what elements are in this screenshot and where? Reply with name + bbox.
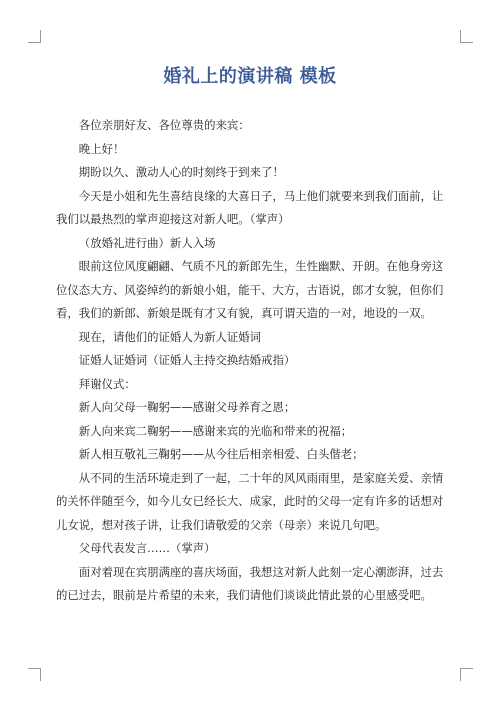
paragraph-parents-speech: 父母代表发言……（掌声） bbox=[78, 541, 216, 555]
paragraph-bow-guests: 新人向来宾二鞠躬——感谢来宾的光临和带来的祝福； bbox=[78, 423, 353, 438]
corner-mark-bottom-right bbox=[460, 668, 473, 681]
paragraph-couple-feelings: 面对着现在宾朋满座的喜庆场面，我想这对新人此刻一定心潮澎湃，过去的已过去，眼前是片希望的未来，我们请他们谈谈此情此景的心里感受吧。 bbox=[56, 564, 444, 602]
paragraph-officiant-intro: 现在，请他们的证婚人为新人证婚词 bbox=[78, 329, 262, 344]
paragraph-bow-each-other: 新人相互敬礼三鞠躬——从今往后相亲相爱、白头偕老； bbox=[78, 447, 364, 461]
paragraph-introduce-couple: 眼前这位风度翩翩、气质不凡的新郎先生，生性幽默、开朗。在他身旁这位仪态大方、风姿绰约的新娘小姐，能干、大方，古语说，郎才女貌，但你们看，我们的新郎、新娘是既有才又有貌，真可谓天造的一对，地设的一双。 bbox=[56, 259, 444, 320]
paragraph-entrance: （放婚礼进行曲）新人入场 bbox=[78, 235, 216, 250]
paragraph-bow-parents: 新人向父母一鞠躬——感谢父母养育之恩； bbox=[78, 400, 296, 414]
paragraph-greeting: 各位亲朋好友、各位尊贵的来宾： bbox=[78, 118, 250, 132]
corner-mark-top-left bbox=[28, 30, 41, 43]
paragraph-parents-words: 从不同的生活环境走到了一起，二十年的风风雨雨里，是家庭关爱、亲情的关怀伴随至今，如今儿女已经长大、成家，此时的父母一定有许多的话想对儿女说，想对孩子讲，让我们请敬爱的父亲（母亲）来说几句吧。 bbox=[56, 470, 444, 532]
document-title: 婚礼上的演讲稿 模板 bbox=[163, 66, 337, 87]
paragraph-welcome-couple: 今天是小姐和先生喜结良缘的大喜日子，马上他们就要来到我们面前，让我们以最热烈的掌声迎接这对新人吧。（掌声） bbox=[56, 188, 444, 226]
paragraph-moment-arrived: 期盼以久、激动人心的时刻终于到来了！ bbox=[78, 165, 284, 179]
paragraph-bowing-ceremony: 拜谢仪式： bbox=[78, 376, 136, 391]
paragraph-good-evening: 晚上好！ bbox=[78, 141, 125, 156]
paragraph-officiant-speech: 证婚人证婚词（证婚人主持交换结婚戒指） bbox=[78, 353, 296, 367]
corner-mark-top-right bbox=[460, 30, 473, 43]
document-body bbox=[56, 114, 448, 608]
corner-mark-bottom-left bbox=[28, 668, 41, 681]
